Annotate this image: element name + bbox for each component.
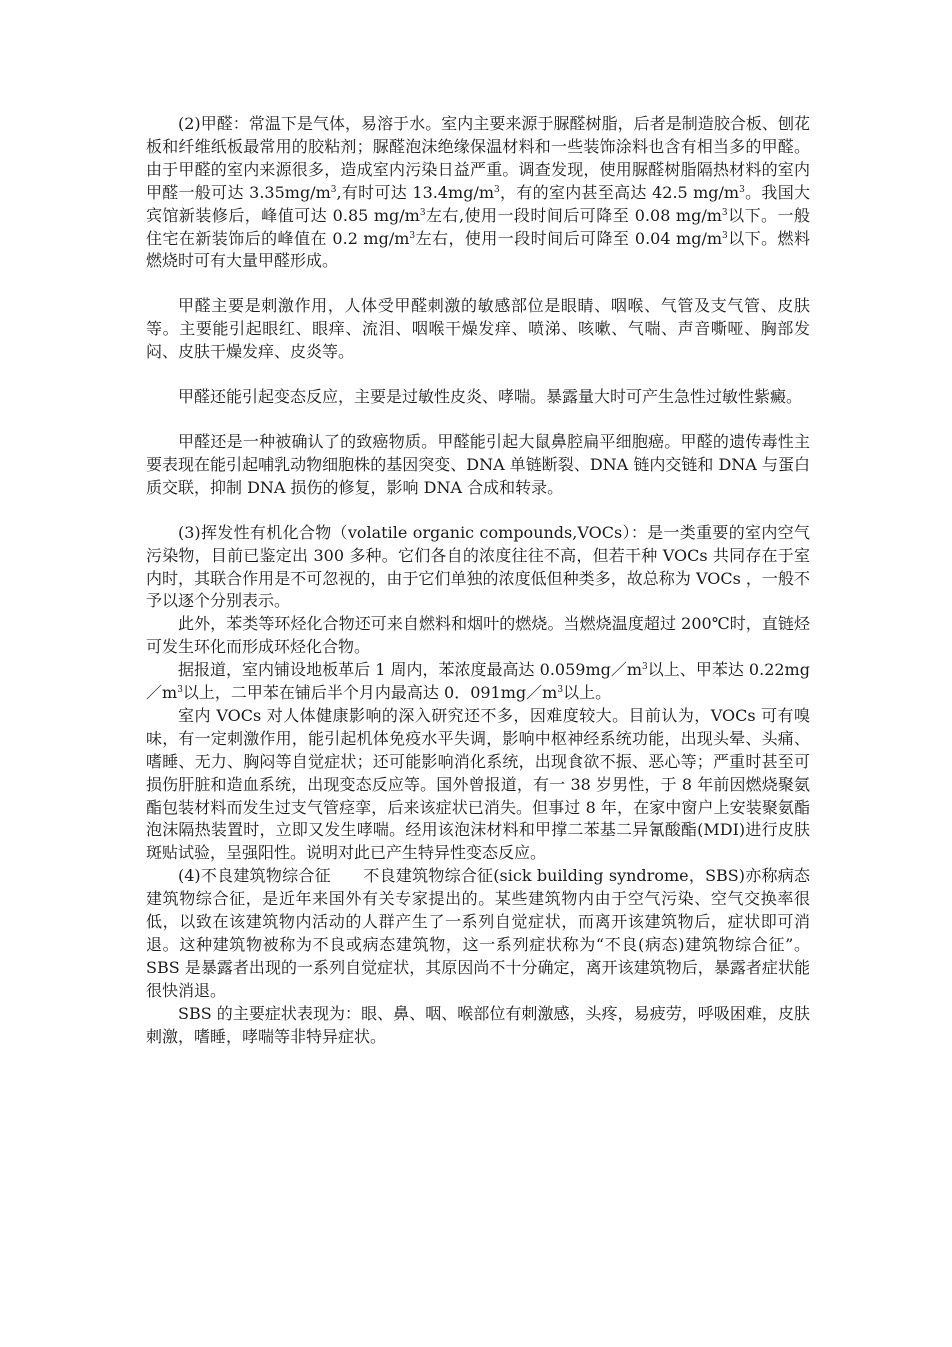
superscript: 3 — [557, 685, 564, 696]
superscript: 3 — [177, 685, 183, 696]
paragraph-sbs-symptoms: SBS 的主要症状表现为：眼、鼻、咽、喉部位有刺激感，头疼，易疲劳，呼吸困难，皮肤刺激，嗜睡，哮喘等非特异症状。 — [146, 1003, 810, 1046]
paragraph-formaldehyde-irritation: 甲醛主要是刺激作用，人体受甲醛刺激的敏感部位是眼睛、咽喉、气管及支气管、皮肤等。主要能引起眼红、眼痒、流泪、咽喉干燥发痒、喷涕、咳嗽、气喘、声音嘶哑、胸部发闷、皮肤干燥发痒、皮炎等。 — [146, 296, 810, 362]
paragraph-gap — [146, 500, 810, 522]
paragraph-gap — [146, 409, 810, 431]
paragraph-gap — [146, 273, 810, 295]
superscript: 3 — [721, 207, 728, 218]
paragraph-formaldehyde-allergy: 甲醛还能引起变态反应，主要是过敏性皮炎、哮喘。暴露量大时可产生急性过敏性紫癜。 — [178, 387, 803, 407]
superscript: 3 — [419, 207, 426, 218]
paragraph-formaldehyde-carcinogen: 甲醛还是一种被确认了的致癌物质。甲醛能引起大鼠鼻腔扁平细胞癌。甲醛的遗传毒性主要表现在能引起哺乳动物细胞株的基因突变、DNA 单链断裂、DNA 链内交链和 DNA 与蛋白质交联，抑制 DNA 损伤的修复，影响 DNA 合成和转录。 — [146, 431, 810, 497]
document-page — [146, 113, 810, 1049]
superscript: 3 — [722, 230, 728, 241]
paragraph-vocs-health-effects: 室内 VOCs 对人体健康影响的深入研究还不多，因难度较大。目前认为，VOCs 可有嗅味，有一定刺激作用，能引起机体免疫水平失调，影响中枢神经系统功能，出现头晕、头痛、嗜睡、无力、胸闷等自觉症状；还可能影响消化系统，出现食欲不振、恶心等；严重时甚至可损伤肝脏和造血系统，出现变态反应等。国外曾报道，有一 38 岁男性，于 8 年前因燃烧聚氨酯包装材料而发生过支气管痉挛，后来该症状已消失。但事过 8 年，在家中窗户上安装聚氨酯泡沫隔热装置时，立即又发生哮喘。经用该泡沫材料和甲撑二苯基二异氰酸酯(MDI)进行皮肤斑贴试验，呈强阳性。说明对此已产生特异性变态反应。 — [146, 705, 810, 863]
paragraph-vocs-definition: (3)挥发性有机化合物（volatile organic compounds,VOCs）：是一类重要的室内空气污染物，目前已鉴定出 300 多种。它们各自的浓度往往不高，但若干种 VOCs 共同存在于室内时，其联合作用是不可忽视的，由于它们单独的浓度低但种类多，故总称为 VOCs ，一般不予以逐个分别表示。 — [146, 522, 810, 611]
superscript: 3 — [739, 184, 745, 195]
paragraph-formaldehyde-sources: (2)甲醛：常温下是气体，易溶于水。室内主要来源于脲醛树脂，后者是制造胶合板、刨花板和纤维纸板最常用的胶粘剂；脲醛泡沫绝缘保温材料和一些装饰涂料也含有相当多的甲醛。由于甲醛的室内来源很多，造成室内污染日益严重。调查发现，使用脲醛树脂隔热材料的室内甲醛一般可达 $3.35mg/m^3$,有时可达 $13.4mg/m^3$，有的室内甚至高达 42.5 $mg/m^3$。我国大宾馆新装修后，峰值可达 0.85 $mg/m^3$左右,使用一段时间后可降至 0.08 $mg/m^3$以下。一般住宅在新装饰后的峰值在 0.2 $mg/m^3$左右，使用一段时间后可降至 0.04 $mg/m^3$以下。燃料燃烧时可有大量甲醛形成。 — [146, 114, 810, 271]
paragraph-vocs-benzene-levels: 据报道，室内铺设地板革后 1 周内，苯浓度最高达 $0.059mg/m^3$以上、甲苯达 $0.22mg/m^3$以上，二甲苯在铺后半个月内最高达 0．$091mg/m^3$以上。 — [146, 660, 810, 703]
paragraph-gap — [146, 364, 810, 386]
paragraph-vocs-combustion: 此外，苯类等环烃化合物还可来自燃料和烟叶的燃烧。当燃烧温度超过 200℃时，直链烃可发生环化而形成环烃化合物。 — [146, 614, 810, 657]
superscript: 3 — [494, 184, 500, 195]
superscript: 3 — [409, 230, 416, 241]
superscript: 3 — [330, 184, 337, 195]
superscript: 3 — [642, 662, 648, 673]
paragraph-sick-building-syndrome: (4)不良建筑物综合征 不良建筑物综合征(sick building syndrome，SBS)亦称病态建筑物综合征，是近年来国外有关专家提出的。某些建筑物内由于空气污染、空气交换率很低，以致在该建筑物内活动的人群产生了一系列自觉症状，而离开该建筑物后，症状即可消退。这种建筑物被称为不良或病态建筑物，这一系列症状称为“不良(病态)建筑物综合征”。SBS 是暴露者出现的一系列自觉症状，其原因尚不十分确定，离开该建筑物后，暴露者症状能很快消退。 — [146, 866, 810, 1000]
